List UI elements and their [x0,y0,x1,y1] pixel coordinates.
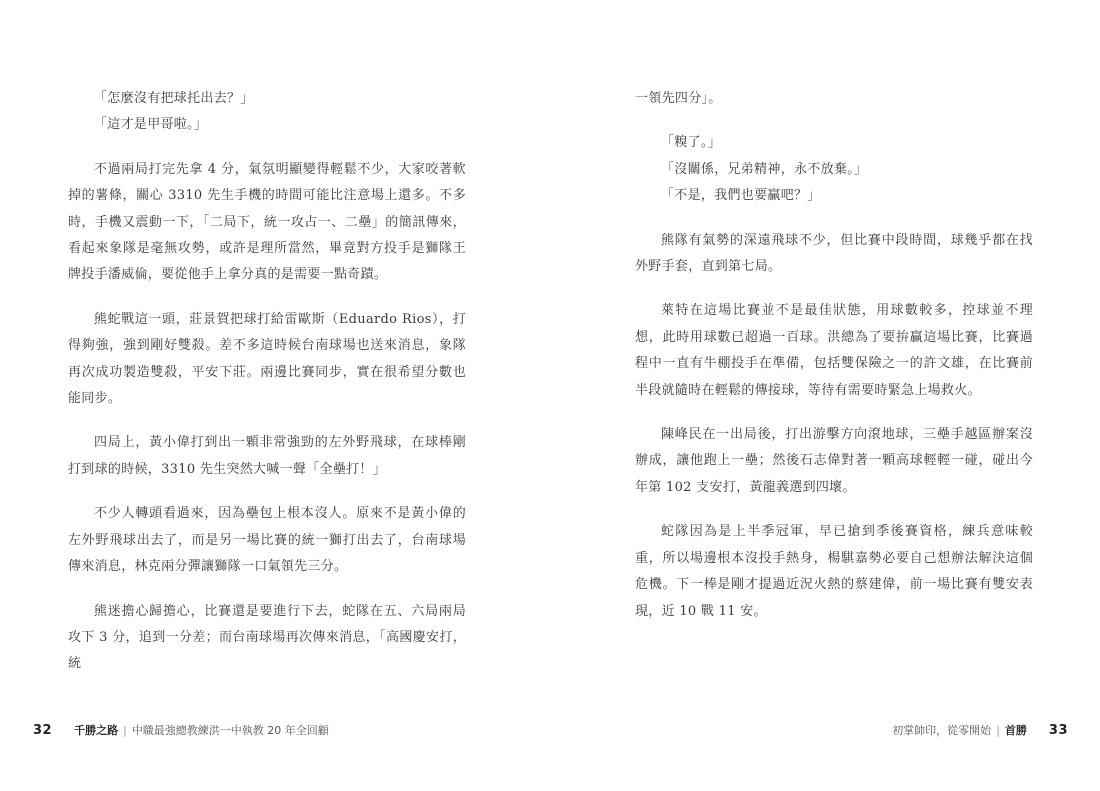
body-paragraph: 蛇隊因為是上半季冠軍，早已搶到季後賽資格，練兵意味較重，所以場邊根本沒投手熱身，楊騏嘉勢必要自己想辦法解決這個危機。下一棒是剛才提過近況火熱的蔡建偉，前一場比賽有雙安表現，近 10 戰 11 安。 [635,524,1033,619]
dialogue-line: 「糗了。」 [661,135,722,151]
body-paragraph: 一領先四分」。 [635,91,722,106]
body-paragraph: 萊特在這場比賽並不是最佳狀態，用球數較多，控球並不理想，此時用球數已超過一百球。洪總為了要拚贏這場比賽，比賽過程中一直有牛棚投手在準備，包括雙保險之一的許文雄，在比賽前半段就隨時在輕鬆的傳接球，等待有需要時緊急上場救火。 [635,303,1033,398]
dialogue-line: 「這才是甲哥啦。」 [94,117,208,133]
footer-separator: | [996,723,1000,737]
book-subtitle: 中職最強總教練洪一中執教 20 年全回顧 [131,724,329,737]
footer-separator: | [123,723,127,737]
left-page-footer [33,722,329,738]
paragraph-gap [68,289,466,307]
dialogue-line: 「不是，我們也要贏吧？」 [661,188,821,204]
paragraph-gap [635,210,1033,228]
paragraph-gap [635,112,1033,130]
book-title: 千勝之路 [74,724,119,737]
right-page [550,0,1100,791]
paragraph-gap [635,280,1033,298]
paragraph-gap [68,483,466,501]
body-paragraph: 不過兩局打完先拿 4 分，氣氛明顯變得輕鬆不少，大家咬著軟掉的薯條，關心 3310 先生手機的時間可能比注意場上還多。不多時，手機又震動一下，「二局下，統一攻占一、二壘」的簡訊傳來，看起來象隊是毫無攻勢，或許是理所當然，畢竟對方投手是獅隊王牌投手潘威倫，要從他手上拿分真的是需要一點奇蹟。 [68,161,466,283]
body-paragraph: 陳峰民在一出局後，打出游擊方向滾地球，三壘手越區辦案沒辦成，讓他跑上一壘；然後石志偉對著一顆高球輕輕一碰，碰出今年第 102 支安打，黃龍義選到四壞。 [635,427,1033,495]
page-number: 33 [1048,722,1068,738]
paragraph-gap [635,501,1033,519]
paragraph-gap [68,139,466,157]
right-page-footer [892,722,1068,738]
right-page-body [635,86,1033,625]
body-paragraph: 熊隊有氣勢的深遠飛球不少，但比賽中段時間，球幾乎都在找外野手套，直到第七局。 [635,232,1033,275]
body-paragraph: 不少人轉頭看過來，因為壘包上根本沒人。原來不是黃小偉的左外野飛球出去了，而是另一場比賽的統一獅打出去了，台南球場傳來消息，林克兩分彈讓獅隊一口氣領先三分。 [68,506,466,575]
paragraph-gap [68,581,466,599]
left-page-body [68,86,466,678]
section-title: 首勝 [1004,724,1027,737]
chapter-title: 初掌帥印，從零開始 [892,724,992,737]
page-number: 32 [33,722,53,738]
body-paragraph: 熊迷擔心歸擔心，比賽還是要進行下去，蛇隊在五、六局兩局攻下 3 分，追到一分差；而台南球場再次傳來消息，「高國慶安打，統 [68,603,466,672]
body-paragraph: 熊蛇戰這一頭，莊景賀把球打給雷歐斯（Eduardo Rios），打得夠強，強到剛好雙殺。差不多這時候台南球場也送來消息，象隊再次成功製造雙殺，平安下莊。兩邊比賽同步，實在很希望分數也能同步。 [68,311,466,407]
body-paragraph: 四局上，黃小偉打到出一顆非常強勁的左外野飛球，在球棒剛打到球的時候，3310 先生突然大喊一聲「全壘打！」 [68,435,466,477]
dialogue-line: 「怎麼沒有把球托出去？」 [94,91,254,106]
paragraph-gap [635,404,1033,422]
paragraph-gap [68,412,466,430]
dialogue-line: 「沒關係，兄弟精神，永不放棄。」 [661,161,868,177]
